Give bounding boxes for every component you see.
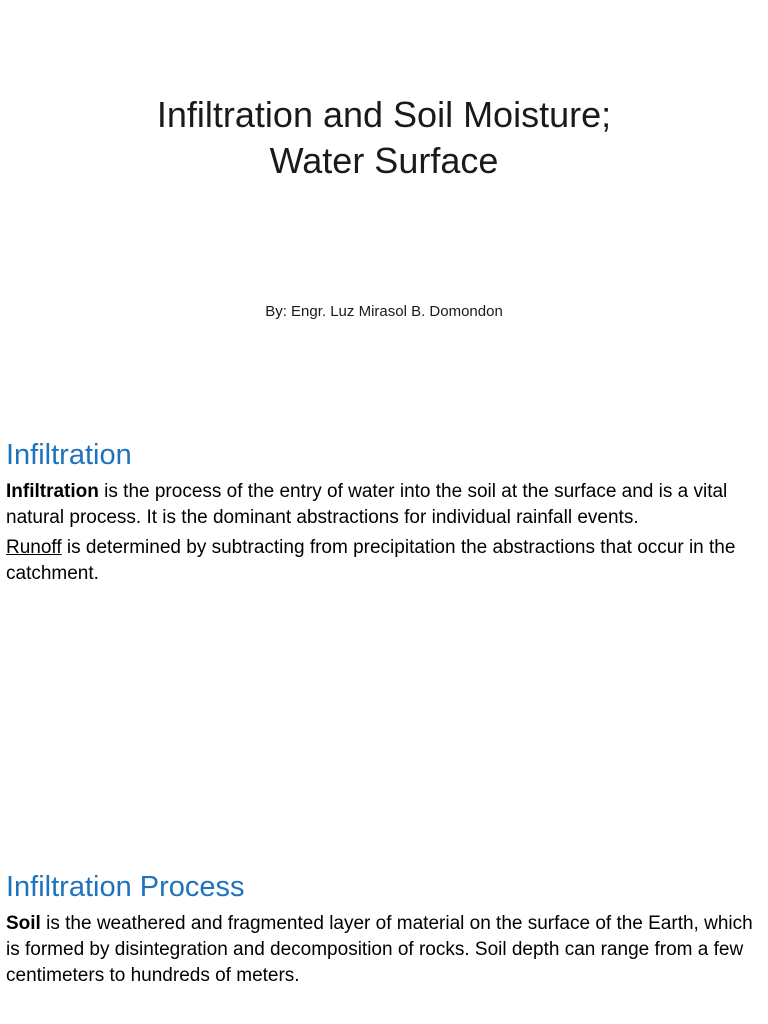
infiltration-definition: [0, 479, 768, 531]
page-title: [0, 92, 768, 184]
infiltration-term: Infiltration: [6, 481, 99, 502]
author-credit: By: Engr. Luz Mirasol B. Domondon: [265, 303, 503, 320]
infiltration-definition-text: is the process of the entry of water into the soil at the surface and is a vital natural process. It is the dominant abstractions for individual rainfall events.: [6, 481, 728, 528]
runoff-term: Runoff: [6, 537, 62, 558]
title-line-2: Water Surface: [269, 140, 499, 181]
title-line-1: Infiltration and Soil Moisture;: [156, 94, 612, 135]
runoff-definition-text: is determined by subtracting from precipitation the abstractions that occur in the catchment.: [6, 537, 736, 584]
infiltration-process-heading: Infiltration Process: [6, 871, 245, 903]
infiltration-process-slide: [0, 869, 768, 989]
runoff-definition: [0, 535, 768, 587]
title-slide: [0, 0, 768, 410]
infiltration-heading: Infiltration: [6, 439, 132, 471]
soil-definition: [0, 911, 768, 989]
infiltration-slide: [0, 437, 768, 587]
soil-term: Soil: [6, 913, 41, 934]
soil-definition-text: is the weathered and fragmented layer of material on the surface of the Earth, which is formed by disintegration and decomposition of rocks. Soil depth can range from a few centimeters to hundreds of meters.: [6, 913, 753, 986]
